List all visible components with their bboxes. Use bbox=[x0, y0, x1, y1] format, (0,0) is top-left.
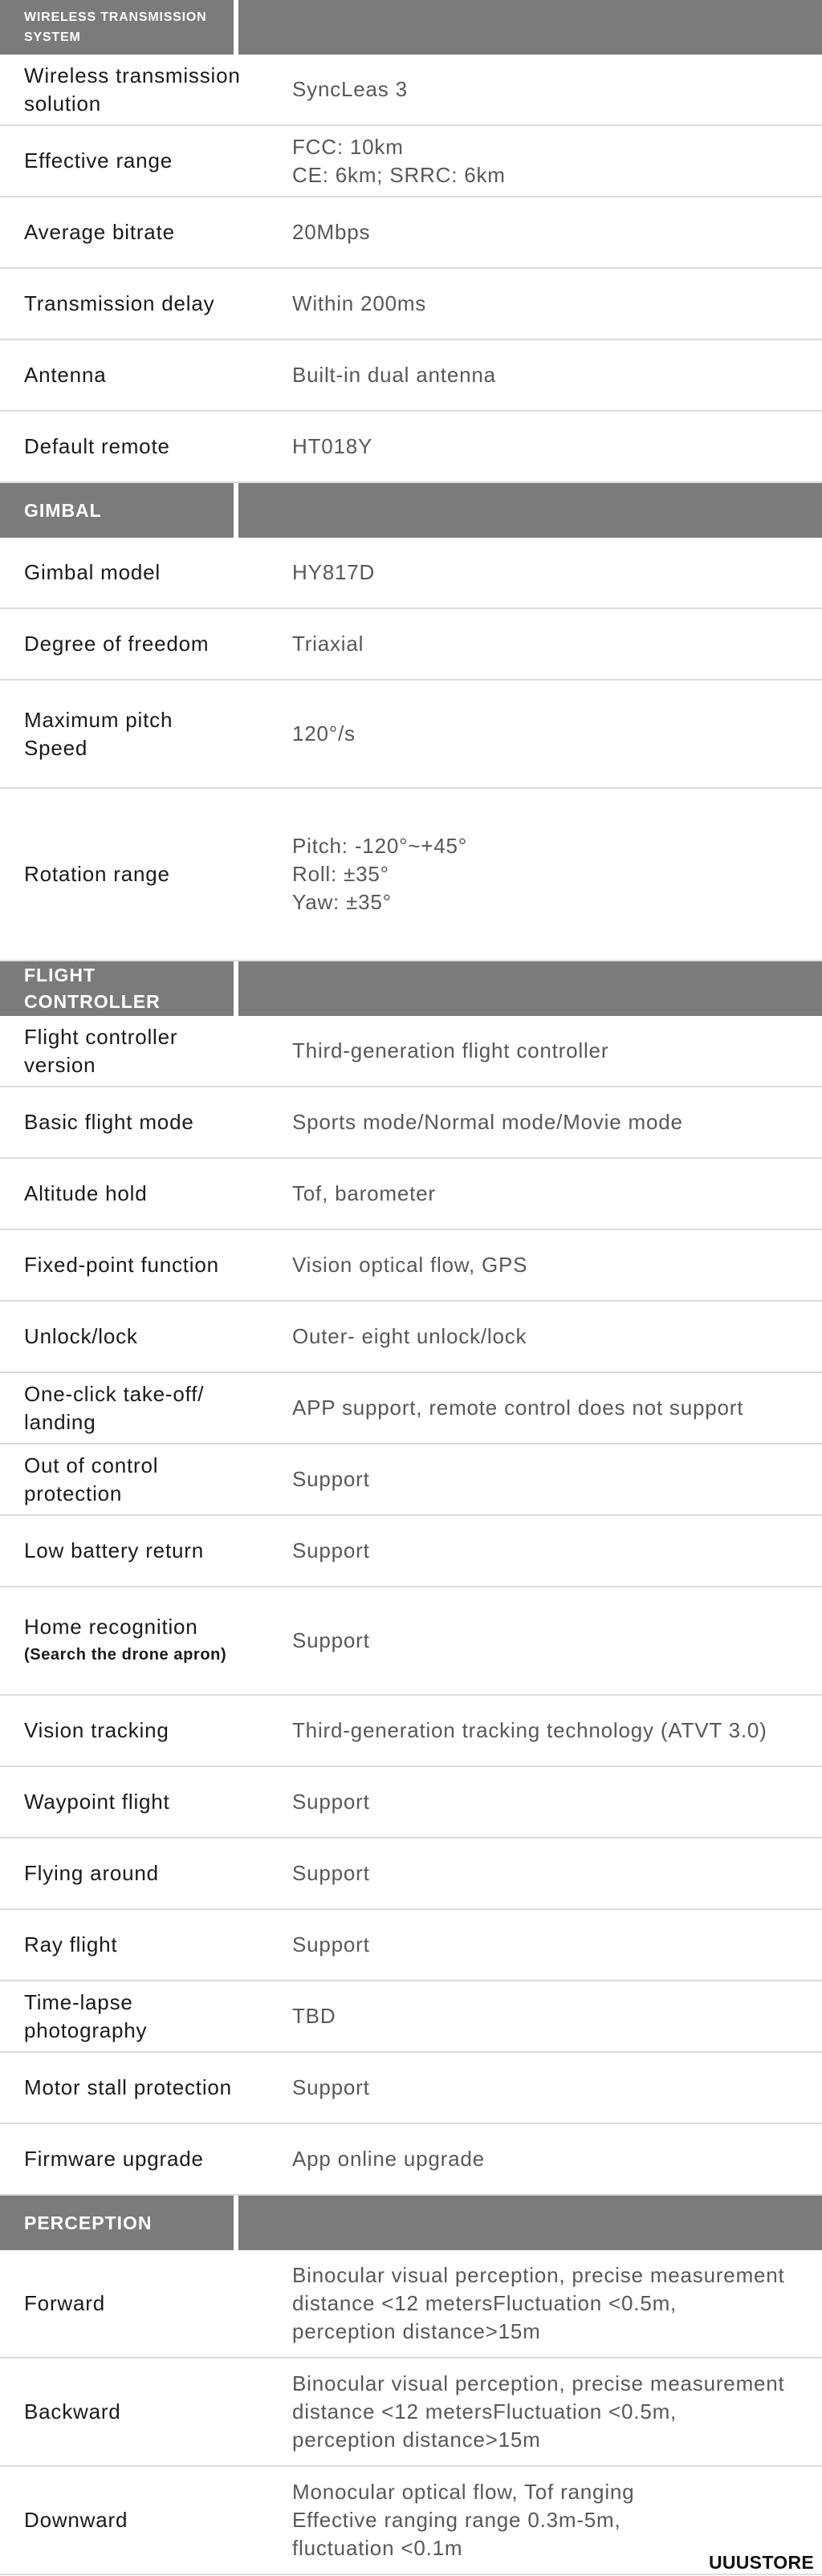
label-text: Wireless transmission bbox=[24, 63, 241, 87]
section-header-flight-controller bbox=[0, 961, 822, 1016]
value-downward bbox=[292, 2478, 822, 2562]
value-time-lapse-photography bbox=[292, 2002, 822, 2030]
value-fixed-point-function bbox=[292, 1251, 822, 1279]
label-ray-flight bbox=[0, 1931, 292, 1959]
label-text: protection bbox=[24, 1481, 123, 1505]
section-title-line: GIMBAL bbox=[24, 499, 102, 521]
value-wireless-transmission-solution bbox=[292, 75, 822, 104]
value-text: Vision optical flow, GPS bbox=[292, 1253, 528, 1277]
value-text: HY817D bbox=[292, 560, 376, 584]
value-text: perception distance>15m bbox=[292, 2319, 541, 2343]
row-gimbal-model bbox=[0, 538, 822, 609]
label-text: Effective range bbox=[24, 148, 173, 173]
label-text: Altitude hold bbox=[24, 1181, 148, 1205]
value-vision-tracking bbox=[292, 1717, 822, 1745]
row-forward bbox=[0, 2250, 822, 2359]
label-text: Transmission delay bbox=[24, 291, 215, 315]
row-flight-controller-version bbox=[0, 1016, 822, 1087]
section-title bbox=[0, 0, 234, 55]
value-text: Binocular visual perception, precise measurement bbox=[292, 2263, 785, 2287]
label-firmware-upgrade bbox=[0, 2145, 292, 2173]
value-backward bbox=[292, 2370, 822, 2454]
row-average-bitrate bbox=[0, 197, 822, 269]
row-antenna bbox=[0, 340, 822, 412]
label-motor-stall-protection bbox=[0, 2074, 292, 2102]
row-home-recognition bbox=[0, 1587, 822, 1696]
label-out-of-control-protection bbox=[0, 1452, 292, 1508]
label-text: Unlock/lock bbox=[24, 1324, 138, 1348]
label-flying-around bbox=[0, 1859, 292, 1887]
value-transmission-delay bbox=[292, 290, 822, 318]
value-text: Tof, barometer bbox=[292, 1181, 436, 1205]
value-altitude-hold bbox=[292, 1180, 822, 1208]
row-time-lapse-photography bbox=[0, 1981, 822, 2053]
value-firmware-upgrade bbox=[292, 2145, 822, 2173]
value-text: perception distance>15m bbox=[292, 2428, 541, 2452]
value-degree-of-freedom bbox=[292, 630, 822, 658]
row-firmware-upgrade bbox=[0, 2124, 822, 2196]
label-text: Flight controller bbox=[24, 1024, 178, 1049]
value-flight-controller-version bbox=[292, 1037, 822, 1065]
label-text: Motor stall protection bbox=[24, 2075, 232, 2099]
label-forward bbox=[0, 2290, 292, 2318]
row-waypoint-flight bbox=[0, 1767, 822, 1839]
label-text: Basic flight mode bbox=[24, 1110, 194, 1134]
value-text: Monocular optical flow, Tof ranging bbox=[292, 2480, 635, 2504]
value-waypoint-flight bbox=[292, 1788, 822, 1816]
label-flight-controller-version bbox=[0, 1023, 292, 1079]
value-text: Outer- eight unlock/lock bbox=[292, 1324, 527, 1348]
value-text: Support bbox=[292, 1467, 370, 1491]
value-home-recognition bbox=[292, 1627, 822, 1655]
value-text: Pitch: -120°~+45° bbox=[292, 834, 467, 858]
section-header-value-cell bbox=[238, 483, 822, 538]
label-text: Downward bbox=[24, 2508, 128, 2532]
section-title-line: FLIGHT bbox=[24, 965, 96, 985]
value-gimbal-model bbox=[292, 559, 822, 587]
value-text: Triaxial bbox=[292, 632, 364, 656]
value-text: Sports mode/Normal mode/Movie mode bbox=[292, 1110, 683, 1134]
row-motor-stall-protection bbox=[0, 2053, 822, 2124]
value-motor-stall-protection bbox=[292, 2074, 822, 2102]
value-ray-flight bbox=[292, 1931, 822, 1959]
section-title bbox=[0, 961, 234, 1016]
section-title-line: PERCEPTION bbox=[24, 2212, 153, 2233]
row-fixed-point-function bbox=[0, 1230, 822, 1302]
row-degree-of-freedom bbox=[0, 609, 822, 681]
value-text: 20Mbps bbox=[292, 220, 371, 244]
row-downward bbox=[0, 2467, 822, 2575]
value-rotation-range bbox=[292, 832, 822, 916]
row-backward bbox=[0, 2359, 822, 2467]
section-header-value-cell bbox=[238, 961, 822, 1016]
value-text: HT018Y bbox=[292, 434, 373, 458]
label-gimbal-model bbox=[0, 559, 292, 587]
row-out-of-control-protection bbox=[0, 1444, 822, 1516]
value-effective-range bbox=[292, 133, 822, 189]
label-subtext: (Search the drone apron) bbox=[24, 1646, 227, 1664]
value-text: distance <12 metersFluctuation <0.5m, bbox=[292, 2291, 678, 2315]
label-default-remote bbox=[0, 433, 292, 461]
label-waypoint-flight bbox=[0, 1788, 292, 1816]
label-text: Antenna bbox=[24, 363, 107, 387]
section-header-perception bbox=[0, 2196, 822, 2250]
label-text: Fixed-point function bbox=[24, 1253, 219, 1277]
label-text: photography bbox=[24, 2017, 148, 2042]
value-text: Support bbox=[292, 2075, 370, 2099]
value-text: APP support, remote control does not support bbox=[292, 1396, 744, 1420]
section-header-value-cell bbox=[238, 0, 822, 55]
label-text: Speed bbox=[24, 735, 88, 760]
label-text: Maximum pitch bbox=[24, 707, 173, 732]
value-text: Support bbox=[292, 1932, 370, 1956]
value-text: CE: 6km; SRRC: 6km bbox=[292, 162, 506, 187]
row-basic-flight-mode bbox=[0, 1087, 822, 1159]
label-degree-of-freedom bbox=[0, 630, 292, 658]
label-one-click-take-off-landing bbox=[0, 1380, 292, 1436]
label-text: Backward bbox=[24, 2399, 121, 2424]
label-transmission-delay bbox=[0, 290, 292, 318]
label-text: Average bitrate bbox=[24, 220, 175, 244]
label-text: solution bbox=[24, 91, 102, 116]
label-text: Default remote bbox=[24, 434, 170, 458]
row-rotation-range bbox=[0, 789, 822, 961]
label-text: Degree of freedom bbox=[24, 632, 210, 656]
row-wireless-transmission-solution bbox=[0, 55, 822, 126]
label-text: version bbox=[24, 1052, 96, 1077]
label-low-battery-return bbox=[0, 1537, 292, 1565]
value-low-battery-return bbox=[292, 1537, 822, 1565]
value-text: Within 200ms bbox=[292, 291, 427, 315]
label-rotation-range bbox=[0, 860, 292, 888]
value-one-click-take-off-landing bbox=[292, 1394, 822, 1422]
label-basic-flight-mode bbox=[0, 1108, 292, 1136]
value-antenna bbox=[292, 361, 822, 389]
value-text: Support bbox=[292, 1861, 370, 1885]
label-home-recognition bbox=[0, 1613, 292, 1668]
label-text: Rotation range bbox=[24, 862, 170, 886]
label-text: Time-lapse bbox=[24, 1989, 133, 2014]
section-title-line: WIRELESS TRANSMISSION bbox=[24, 10, 207, 24]
label-average-bitrate bbox=[0, 218, 292, 246]
value-average-bitrate bbox=[292, 218, 822, 246]
row-effective-range bbox=[0, 126, 822, 197]
value-text: Yaw: ±35° bbox=[292, 890, 392, 914]
label-text: Forward bbox=[24, 2291, 105, 2315]
label-fixed-point-function bbox=[0, 1251, 292, 1279]
section-title-line: SYSTEM bbox=[24, 30, 81, 44]
section-header-gimbal bbox=[0, 483, 822, 538]
row-transmission-delay bbox=[0, 269, 822, 340]
value-out-of-control-protection bbox=[292, 1465, 822, 1493]
value-text: Effective ranging range 0.3m-5m, bbox=[292, 2508, 621, 2532]
value-flying-around bbox=[292, 1859, 822, 1887]
value-default-remote bbox=[292, 433, 822, 461]
section-title-line: CONTROLLER bbox=[24, 991, 161, 1012]
label-text: Gimbal model bbox=[24, 560, 161, 584]
value-forward bbox=[292, 2261, 822, 2346]
value-maximum-pitch-speed bbox=[292, 720, 822, 748]
label-text: landing bbox=[24, 1409, 96, 1434]
value-text: Binocular visual perception, precise measurement bbox=[292, 2371, 785, 2395]
section-title bbox=[0, 483, 234, 538]
label-text: Ray flight bbox=[24, 1932, 118, 1956]
value-text: Roll: ±35° bbox=[292, 862, 389, 886]
section-header-value-cell bbox=[238, 2196, 822, 2250]
row-unlock-lock bbox=[0, 1302, 822, 1373]
label-text: Out of control bbox=[24, 1453, 159, 1477]
label-maximum-pitch-speed bbox=[0, 706, 292, 762]
label-unlock-lock bbox=[0, 1323, 292, 1351]
row-vision-tracking bbox=[0, 1696, 822, 1767]
label-text: Waypoint flight bbox=[24, 1790, 170, 1814]
row-default-remote bbox=[0, 412, 822, 483]
value-unlock-lock bbox=[292, 1323, 822, 1351]
label-time-lapse-photography bbox=[0, 1989, 292, 2045]
value-text: Built-in dual antenna bbox=[292, 363, 496, 387]
value-basic-flight-mode bbox=[292, 1108, 822, 1136]
label-vision-tracking bbox=[0, 1717, 292, 1745]
label-downward bbox=[0, 2506, 292, 2534]
label-text: Vision tracking bbox=[24, 1718, 169, 1742]
row-one-click-take-off-landing bbox=[0, 1373, 822, 1444]
row-ray-flight bbox=[0, 1910, 822, 1981]
value-text: fluctuation <0.1m bbox=[292, 2536, 463, 2560]
store-watermark: UUUSTORE bbox=[708, 2552, 814, 2573]
label-text: Home recognition bbox=[24, 1615, 198, 1639]
value-text: App online upgrade bbox=[292, 2147, 485, 2171]
row-flying-around bbox=[0, 1839, 822, 1910]
value-text: Support bbox=[292, 1790, 370, 1814]
value-text: TBD bbox=[292, 2004, 336, 2028]
value-text: FCC: 10km bbox=[292, 134, 404, 159]
label-text: Flying around bbox=[24, 1861, 159, 1885]
label-backward bbox=[0, 2398, 292, 2426]
value-text: Support bbox=[292, 1628, 370, 1652]
value-text: Support bbox=[292, 1538, 370, 1562]
label-text: Firmware upgrade bbox=[24, 2147, 204, 2171]
row-maximum-pitch-speed bbox=[0, 681, 822, 789]
label-antenna bbox=[0, 361, 292, 389]
label-text: One-click take-off/ bbox=[24, 1381, 205, 1406]
value-text: Third-generation flight controller bbox=[292, 1038, 609, 1062]
section-header-wireless-transmission-system bbox=[0, 0, 822, 55]
value-text: distance <12 metersFluctuation <0.5m, bbox=[292, 2399, 678, 2424]
value-text: SyncLeas 3 bbox=[292, 77, 408, 101]
row-altitude-hold bbox=[0, 1159, 822, 1230]
label-effective-range bbox=[0, 147, 292, 175]
value-text: Third-generation tracking technology (ATVT 3.0) bbox=[292, 1718, 767, 1742]
label-altitude-hold bbox=[0, 1180, 292, 1208]
value-text: 120°/s bbox=[292, 721, 356, 746]
label-wireless-transmission-solution bbox=[0, 62, 292, 118]
section-title bbox=[0, 2196, 234, 2250]
row-low-battery-return bbox=[0, 1516, 822, 1587]
label-text: Low battery return bbox=[24, 1538, 204, 1562]
